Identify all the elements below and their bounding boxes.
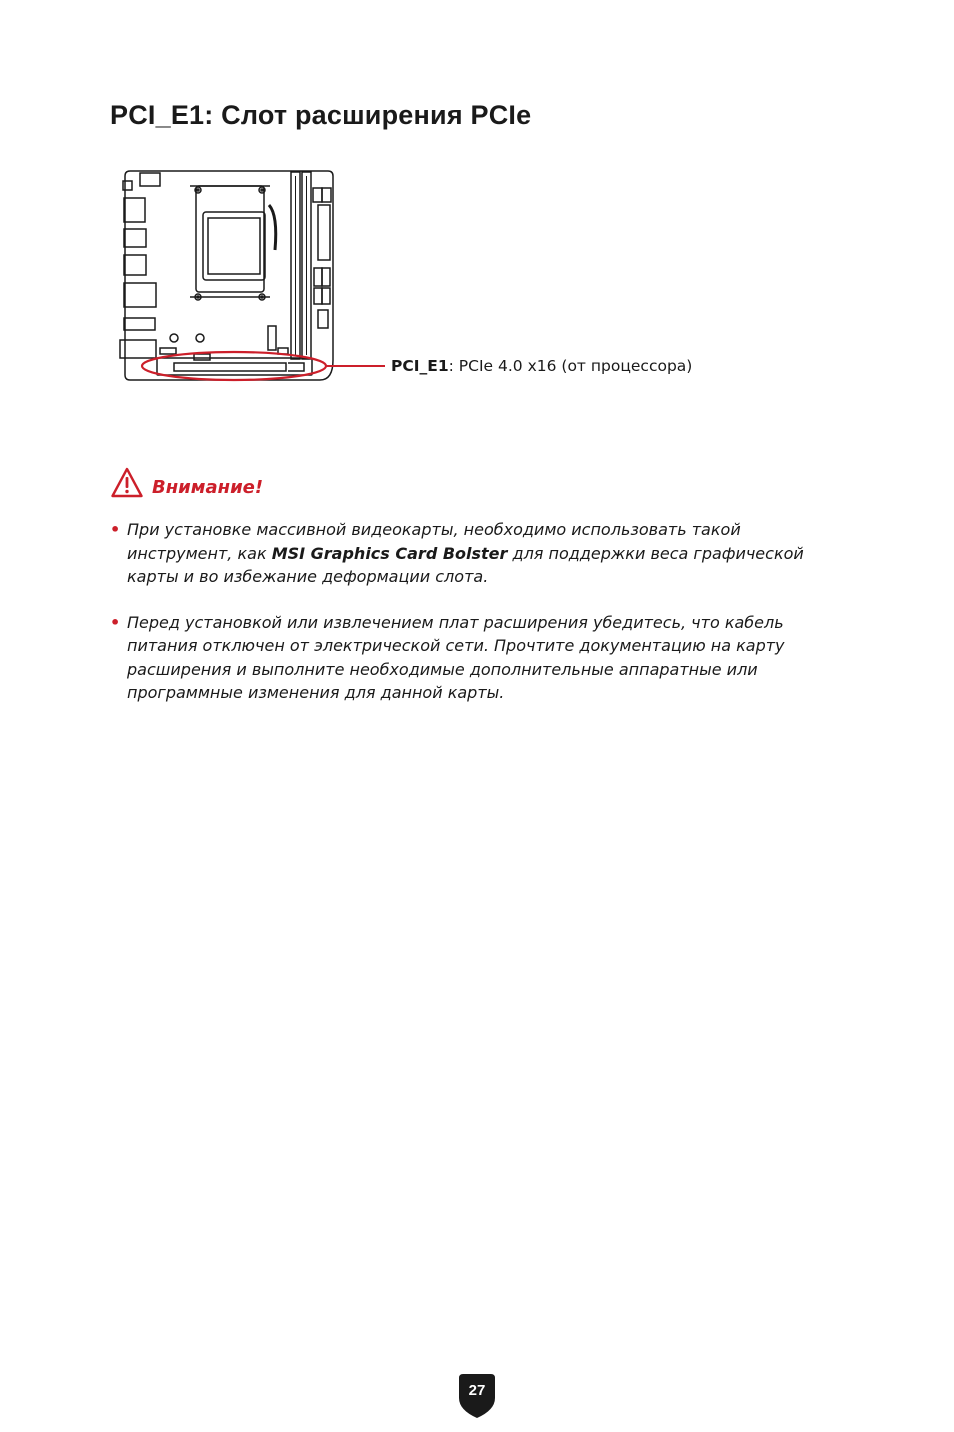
pcie-slot-callout [391,357,692,375]
connector [322,268,330,286]
io-port [124,229,146,247]
cpu-socket [203,212,265,280]
connector [314,288,322,304]
page-title: PCI_E1: Слот расширения PCIe [110,100,532,130]
callout-separator: : [448,357,459,375]
product-name: MSI Graphics Card Bolster [271,543,508,563]
io-port [140,173,160,186]
warning-title: Внимание! [152,476,264,498]
warning-item-text: При установке массивной видеокарты, необходимо использовать такой инструмент, как [127,520,741,563]
warning-item-text: для поддержки веса графической карты и во избежание деформации слота. [127,543,804,586]
warning-item-text: Перед установкой или извлечением плат расширения убедитесь, что кабель питания отключен от электрической сети. Прочтите документацию на карту расширения и выполните необходимые дополнительные аппаратные или программные изменения для данной карты. [127,612,785,702]
header [194,354,210,360]
warning-item [110,518,830,589]
io-port [124,318,155,330]
page-number: 27 [468,1382,486,1399]
connector [322,188,331,202]
pcie-slot-inner [174,363,286,371]
header [160,348,176,354]
cpu-socket-frame [196,186,264,292]
io-port [124,198,145,222]
warning-triangle-icon [110,466,144,500]
connector [322,288,330,304]
callout-key: PCI_E1 [391,357,449,375]
connector [313,188,322,202]
cpu-die [208,218,260,274]
bullet-icon: • [110,520,121,539]
warning-item [110,611,830,705]
callout-text: PCIe 4.0 x16 (от процессора) [458,357,693,375]
pcie-slot-highlight [142,352,326,380]
motherboard-diagram [100,160,390,385]
io-port [124,255,146,275]
connector [268,326,276,350]
bullet-icon: • [110,612,121,632]
connector [318,205,330,260]
warning-list [110,518,830,727]
io-port [124,283,156,307]
connector [318,310,328,328]
warning-header [110,466,263,500]
pcie-slot [157,358,312,375]
cpu-lever [269,205,276,250]
connector [314,268,322,286]
